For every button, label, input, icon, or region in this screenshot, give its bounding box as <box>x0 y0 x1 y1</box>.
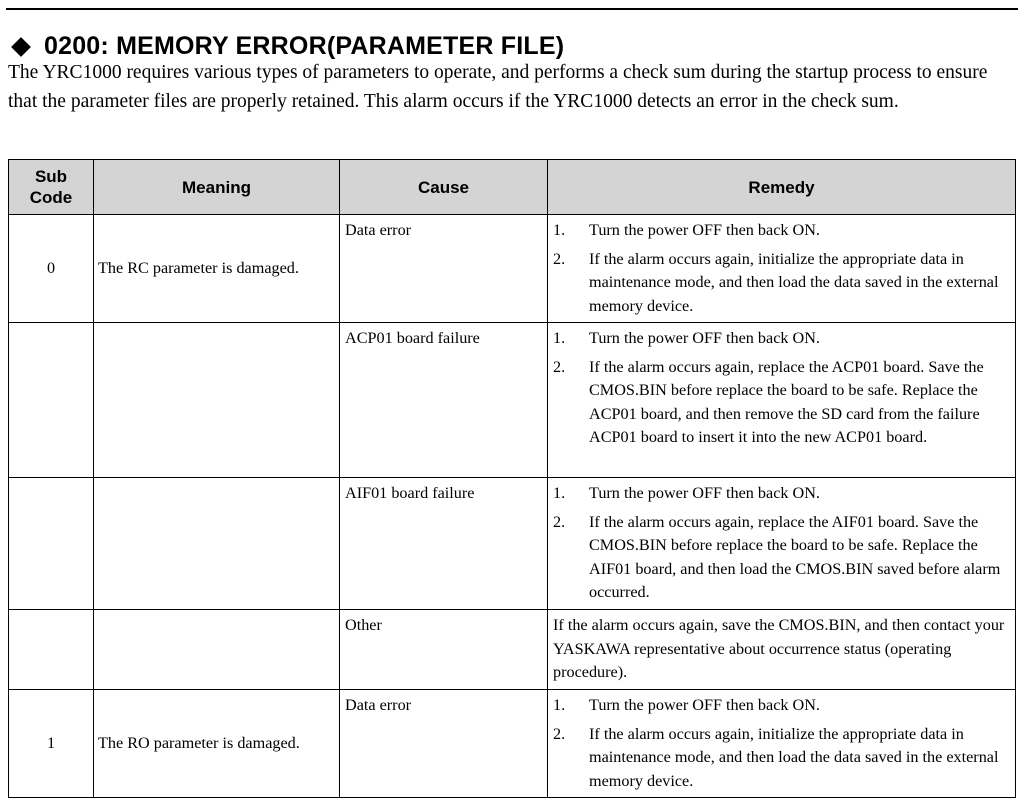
step-number: 1. <box>553 484 566 502</box>
table-row <box>9 323 1016 478</box>
meaning-cell <box>94 323 340 478</box>
meaning-cell <box>94 610 340 690</box>
remedy-step <box>553 248 1007 319</box>
table-row <box>9 610 1016 690</box>
meaning-cell: The RO parameter is damaged. <box>94 690 340 798</box>
meaning-cell <box>94 478 340 610</box>
step-number: 2. <box>553 512 566 531</box>
step-number: 2. <box>553 357 566 376</box>
intro-paragraph: The YRC1000 requires various types of parameters to operate, and performs a check sum during the startup process to ensure that the parameter files are properly retained. This alarm occurs if the YRC1000 detects an error in the check sum. <box>8 62 988 112</box>
table-row <box>9 478 1016 610</box>
cause-cell: AIF01 board failure <box>340 478 548 610</box>
sub-code-cell <box>9 478 94 610</box>
step-text: Turn the power OFF then back ON. <box>589 696 820 714</box>
header-cause: Cause <box>340 160 548 215</box>
step-text: If the alarm occurs again, initialize the appropriate data in maintenance mode, and then load the data saved in the external memory device. <box>589 724 999 790</box>
table-row <box>9 690 1016 798</box>
remedy-cell <box>548 610 1016 690</box>
table-header-row <box>9 160 1016 215</box>
remedy-cell <box>548 215 1016 323</box>
sub-code-cell <box>9 323 94 478</box>
step-text: If the alarm occurs again, replace the ACP01 board. Save the CMOS.BIN before replace the board to be safe. Replace the ACP01 board, and then remove the SD card from the failure ACP01 board to insert it into the new ACP01 board. <box>589 357 984 446</box>
cause-cell: Data error <box>340 690 548 798</box>
top-rule <box>6 8 1018 10</box>
remedy-text: If the alarm occurs again, save the CMOS.BIN, and then contact your YASKAWA representative about occurrence status (operating procedure). <box>553 616 1005 681</box>
cause-cell: ACP01 board failure <box>340 323 548 478</box>
step-text: Turn the power OFF then back ON. <box>589 221 820 239</box>
step-text: If the alarm occurs again, initialize the appropriate data in maintenance mode, and then load the data saved in the external memory device. <box>589 249 999 315</box>
table-row <box>9 215 1016 323</box>
step-number: 1. <box>553 696 566 714</box>
remedy-step <box>553 694 1007 718</box>
header-sub-code: Sub Code <box>9 160 94 215</box>
remedy-step <box>553 511 1007 605</box>
step-text: Turn the power OFF then back ON. <box>589 484 820 502</box>
remedy-cell <box>548 323 1016 478</box>
remedy-step <box>553 482 1007 506</box>
cause-cell: Other <box>340 610 548 690</box>
step-number: 1. <box>553 329 566 347</box>
sub-code-cell: 0 <box>9 215 94 323</box>
sub-code-cell: 1 <box>9 690 94 798</box>
remedy-cell <box>548 690 1016 798</box>
step-number: 1. <box>553 221 566 239</box>
alarm-table <box>8 159 1016 798</box>
header-meaning: Meaning <box>94 160 340 215</box>
remedy-step <box>553 327 1007 351</box>
sub-code-cell <box>9 610 94 690</box>
step-number: 2. <box>553 724 566 743</box>
meaning-cell: The RC parameter is damaged. <box>94 215 340 323</box>
step-text: Turn the power OFF then back ON. <box>589 329 820 347</box>
step-text: If the alarm occurs again, replace the AIF01 board. Save the CMOS.BIN before replace the board to be safe. Replace the AIF01 board, and then load the CMOS.BIN saved before alarm occurred. <box>589 512 1001 601</box>
remedy-step <box>553 356 1007 450</box>
section-title: 0200: MEMORY ERROR(PARAMETER FILE) <box>44 32 565 61</box>
cause-cell: Data error <box>340 215 548 323</box>
remedy-step <box>553 219 1007 243</box>
diamond-icon <box>11 37 31 57</box>
remedy-cell <box>548 478 1016 610</box>
step-number: 2. <box>553 249 566 268</box>
header-remedy: Remedy <box>548 160 1016 215</box>
remedy-step <box>553 723 1007 794</box>
